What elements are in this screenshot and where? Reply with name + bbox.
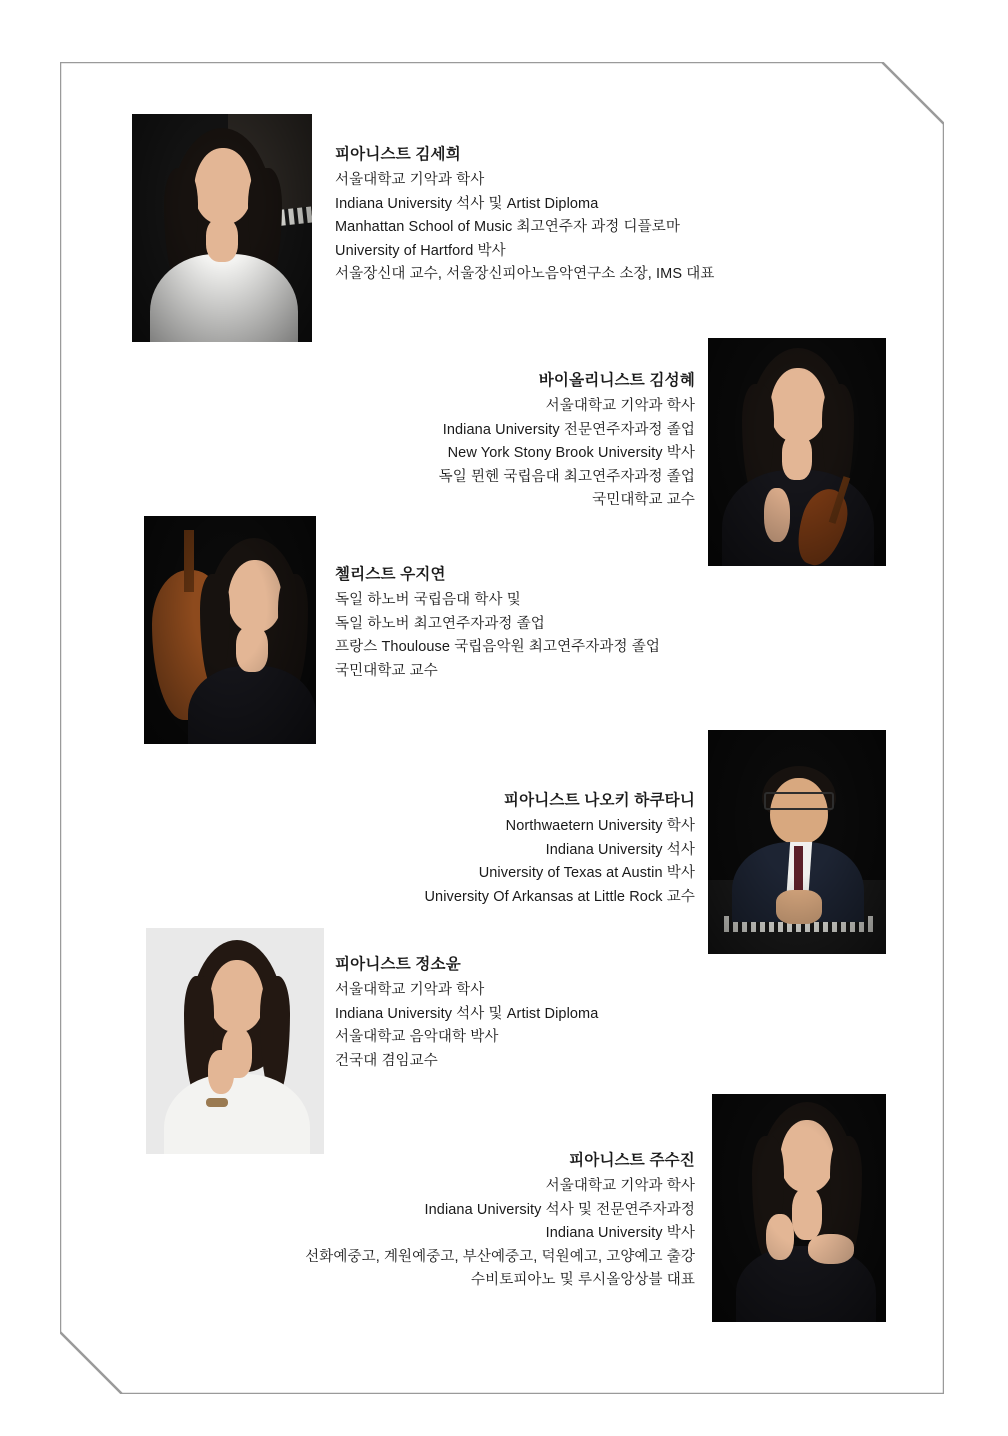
profile-line: University of Hartford 박사 <box>335 242 506 259</box>
profile-line: Indiana University 석사 및 Artist Diploma <box>335 1005 599 1022</box>
photo-kim-sung-hye <box>708 338 886 566</box>
bio-joo-su-jin <box>190 1148 695 1293</box>
profile-name: 피아니스트 김세희 <box>335 146 461 163</box>
profile-line: Indiana University 박사 <box>545 1225 695 1242</box>
profile-line: 독일 하노버 국립음대 학사 및 <box>335 592 521 609</box>
photo-naoki-hakutani <box>708 730 886 954</box>
profile-line: 선화예중고, 계원예중고, 부산예중고, 덕원예고, 고양예고 출강 <box>305 1248 695 1265</box>
profile-line: 프랑스 Thoulouse 국립음악원 최고연주자과정 졸업 <box>335 639 660 656</box>
profile-line: Indiana University 석사 및 전문연주자과정 <box>424 1201 695 1218</box>
profile-line: Manhattan School of Music 최고연주자 과정 디플로마 <box>335 219 680 236</box>
profile-line: 국민대학교 교수 <box>335 662 438 679</box>
profile-name: 피아니스트 나오키 하쿠타니 <box>503 792 695 809</box>
profile-line: Indiana University 석사 <box>545 841 695 858</box>
profile-line: New York Stony Brook University 박사 <box>447 445 695 462</box>
profile-line: University Of Arkansas at Little Rock 교수 <box>424 888 695 905</box>
profile-line: Northwaetern University 학사 <box>505 818 695 835</box>
profile-name: 바이올리니스트 김성혜 <box>538 372 695 389</box>
profile-line: 독일 하노버 최고연주자과정 졸업 <box>335 615 545 632</box>
photo-kim-se-hee <box>132 114 312 342</box>
bio-jung-so-yoon <box>335 952 598 1073</box>
profile-line: 서울대학교 기악과 학사 <box>335 172 485 189</box>
bio-kim-sung-hye <box>240 368 695 513</box>
profile-line: University of Texas at Austin 박사 <box>478 865 695 882</box>
profile-line: 수비토피아노 및 루시올앙상블 대표 <box>471 1272 695 1289</box>
profile-line: 국민대학교 교수 <box>592 492 695 509</box>
photo-woo-ji-yeon <box>144 516 316 744</box>
profile-line: 서울대학교 기악과 학사 <box>335 982 485 999</box>
profile-name: 피아니스트 정소윤 <box>335 956 461 973</box>
profile-name: 첼리스트 우지연 <box>335 566 446 583</box>
bio-naoki-hakutani <box>240 788 695 909</box>
profile-line: Indiana University 전문연주자과정 졸업 <box>442 421 695 438</box>
profile-line: 건국대 겸임교수 <box>335 1052 438 1069</box>
photo-jung-so-yoon <box>146 928 324 1154</box>
profile-line: 서울대학교 음악대학 박사 <box>335 1029 499 1046</box>
profile-line: 서울대학교 기악과 학사 <box>545 398 695 415</box>
bio-woo-ji-yeon <box>335 562 660 683</box>
profile-line: 서울장신대 교수, 서울장신피아노음악연구소 소장, IMS 대표 <box>335 266 715 283</box>
profile-line: Indiana University 석사 및 Artist Diploma <box>335 195 599 212</box>
profile-line: 서울대학교 기악과 학사 <box>545 1178 695 1195</box>
profile-line: 독일 뮌헨 국립음대 최고연주자과정 졸업 <box>438 468 695 485</box>
photo-joo-su-jin <box>712 1094 886 1322</box>
profile-name: 피아니스트 주수진 <box>569 1152 695 1169</box>
bio-kim-se-hee <box>335 142 714 287</box>
